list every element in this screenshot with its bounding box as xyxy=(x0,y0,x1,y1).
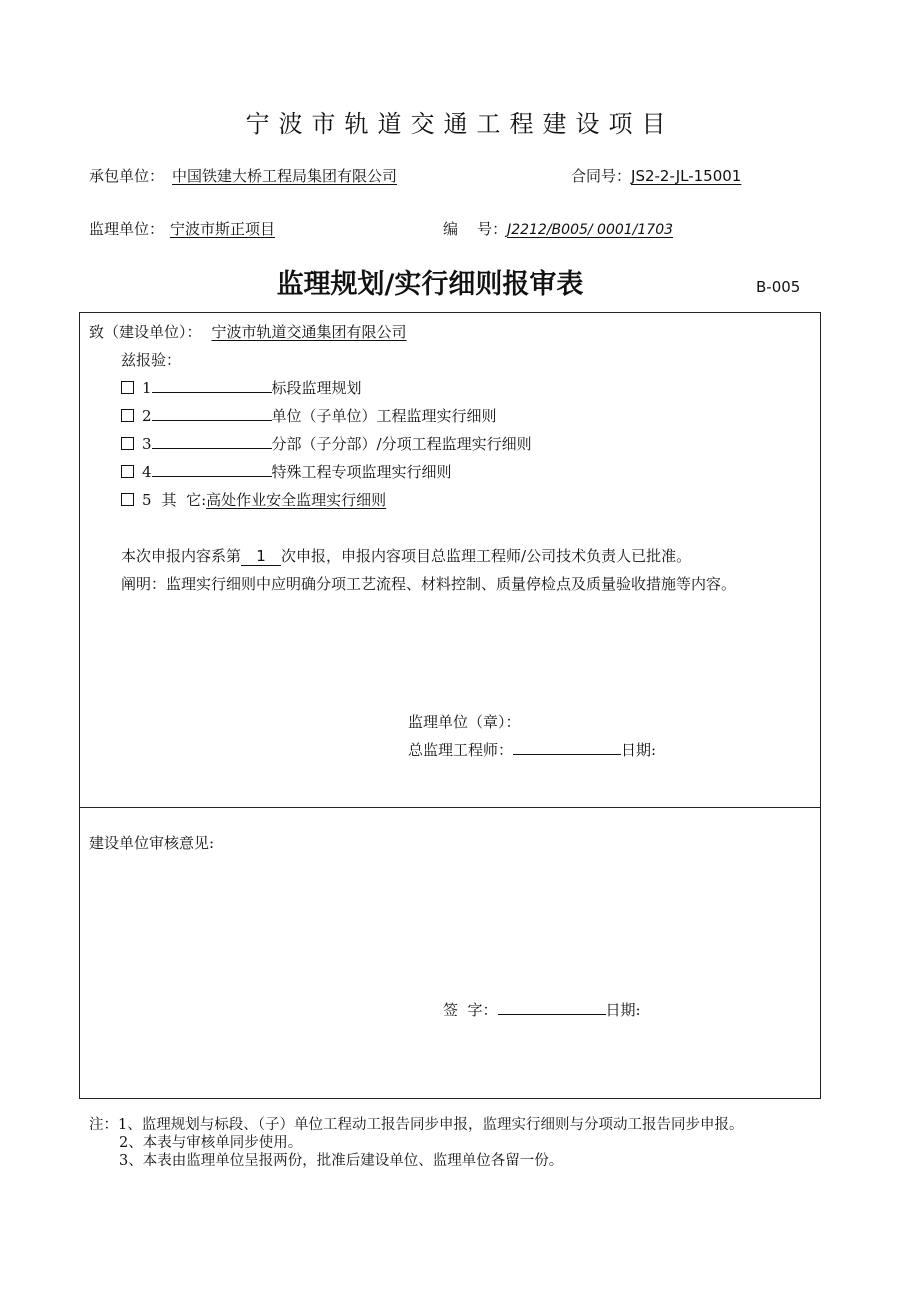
note-line-3: 3、本表由监理单位呈报两份，批准后建设单位、监理单位各留一份。 xyxy=(119,1153,564,1169)
check-item-text: 特殊工程专项监理实行细则 xyxy=(271,463,452,481)
checkbox-3[interactable] xyxy=(121,437,134,450)
check-item-num: 2 xyxy=(142,407,152,425)
blank-line xyxy=(152,462,272,477)
blank-line xyxy=(152,406,272,421)
check-item-2[interactable] xyxy=(121,405,497,426)
engineer-date-label: 日期: xyxy=(621,741,657,759)
to-row xyxy=(89,321,407,342)
project-title: 宁波市轨道交通工程建设项目 xyxy=(245,110,675,138)
sign-date-label: 日期: xyxy=(605,1001,641,1019)
other-value: 高处作业安全监理实行细则 xyxy=(206,491,387,509)
times-post: 次申报，申报内容项目总监理工程师/公司技术负责人已批准。 xyxy=(281,547,692,565)
sign-signature-line[interactable] xyxy=(498,1000,606,1015)
contract-value: JS2-2-JL-15001 xyxy=(631,167,742,185)
stamp-label: 监理单位（章）： xyxy=(408,713,521,731)
form-title: 监理规划/实行细则报审表 xyxy=(276,269,584,300)
checkbox-1[interactable] xyxy=(121,381,134,394)
note-text: 阐明：监理实行细则中应明确分项工艺流程、材料控制、质量停检点及质量验收措施等内容。 xyxy=(121,575,737,593)
blank-line xyxy=(152,434,272,449)
supervisor-value: 宁波市斯正项目 xyxy=(170,220,276,238)
to-label: 致（建设单位）： xyxy=(89,323,202,341)
note-line-2: 2、本表与审核单同步使用。 xyxy=(119,1135,303,1151)
number-label: 编 号： xyxy=(443,220,508,238)
form-code: B-005 xyxy=(756,278,801,296)
opinion-label: 建设单位审核意见: xyxy=(89,834,215,852)
supervisor-label: 监理单位： xyxy=(89,220,165,238)
times-row xyxy=(121,545,691,566)
contractor-label: 承包单位： xyxy=(89,167,165,185)
contract-label: 合同号： xyxy=(571,167,632,185)
times-pre: 本次申报内容系第 xyxy=(121,547,242,565)
engineer-row xyxy=(408,739,656,760)
check-item-num: 3 xyxy=(142,435,152,453)
checkbox-4[interactable] xyxy=(121,465,134,478)
contract-row xyxy=(571,165,741,186)
engineer-signature-line[interactable] xyxy=(513,740,621,755)
check-item-num: 1 xyxy=(142,379,152,397)
note-line-1: 注：1、监理规划与标段、（子）单位工程动工报告同步申报，监理实行细则与分项动工报告同步申报。 xyxy=(89,1117,744,1133)
times-value: 1 xyxy=(241,547,281,566)
other-label: 其 它: xyxy=(161,491,207,509)
number-value: J2212/B005/ 0001/1703 xyxy=(507,222,674,238)
check-item-num: 5 xyxy=(142,491,152,509)
engineer-label: 总监理工程师： xyxy=(408,741,514,759)
check-item-3[interactable] xyxy=(121,433,532,454)
supervisor-row xyxy=(89,218,283,239)
check-item-1[interactable] xyxy=(121,377,362,398)
sign-row xyxy=(443,999,641,1020)
check-item-text: 分部（子分部）/分项工程监理实行细则 xyxy=(271,435,532,453)
checkbox-5[interactable] xyxy=(121,493,134,506)
contractor-value: 中国铁建大桥工程局集团有限公司 xyxy=(172,167,398,185)
check-item-5[interactable] xyxy=(121,489,386,510)
checkbox-2[interactable] xyxy=(121,409,134,422)
check-item-text: 单位（子单位）工程监理实行细则 xyxy=(271,407,497,425)
sign-label: 签 字： xyxy=(443,1001,498,1019)
check-item-text: 标段监理规划 xyxy=(271,379,362,397)
number-row xyxy=(443,218,673,239)
notes xyxy=(89,1116,743,1170)
blank-line xyxy=(152,378,272,393)
check-item-num: 4 xyxy=(142,463,152,481)
contractor-row xyxy=(89,165,405,186)
check-item-4[interactable] xyxy=(121,461,452,482)
to-value: 宁波市轨道交通集团有限公司 xyxy=(211,323,407,341)
submit-label: 兹报验： xyxy=(121,351,182,369)
